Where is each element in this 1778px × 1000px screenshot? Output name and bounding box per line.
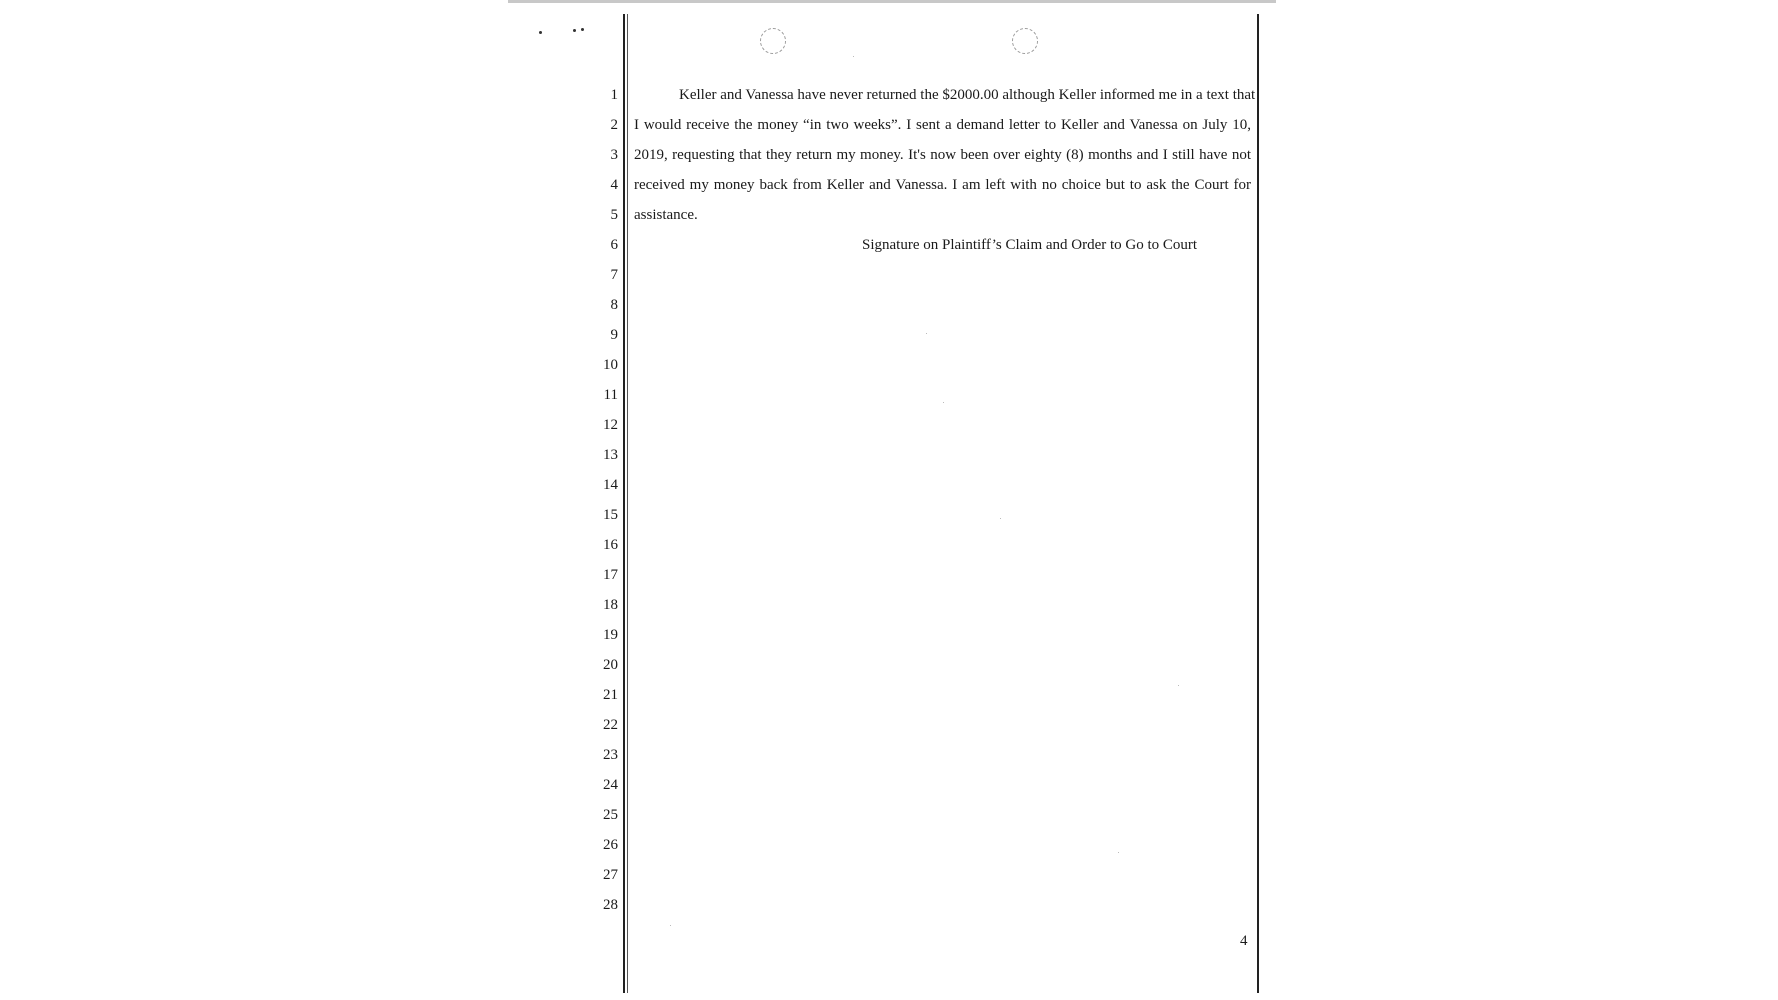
- line-number: 13: [603, 447, 618, 463]
- scan-dust: [1118, 852, 1119, 853]
- left-margin-rule: [623, 14, 625, 993]
- line-number: 17: [603, 567, 618, 583]
- line-number: 8: [610, 297, 618, 313]
- punch-hole-marker-left: [760, 28, 786, 54]
- scan-dust: [926, 333, 927, 334]
- body-line: assistance.: [634, 207, 698, 223]
- scan-dust: [1178, 685, 1179, 686]
- scan-dust: [670, 925, 671, 926]
- scan-dust: [1000, 518, 1001, 519]
- line-number: 7: [610, 267, 618, 283]
- line-number: 3: [610, 147, 618, 163]
- scan-dust: [853, 56, 854, 57]
- line-number: 2: [610, 117, 618, 133]
- line-number: 12: [603, 417, 618, 433]
- pleading-line-numbers: [590, 86, 618, 926]
- line-number: 15: [603, 507, 618, 523]
- right-margin-rule: [1257, 14, 1259, 993]
- line-number: 9: [610, 327, 618, 343]
- scan-dust: [943, 402, 944, 403]
- line-number: 18: [603, 597, 618, 613]
- line-number: 19: [603, 627, 618, 643]
- signature-caption: Signature on Plaintiff’s Claim and Order to Go to Court: [862, 237, 1198, 253]
- page-number: 4: [1240, 933, 1248, 949]
- line-number: 1: [610, 87, 618, 103]
- line-number: 5: [610, 207, 618, 223]
- scan-speck: [581, 28, 584, 31]
- line-number: 20: [603, 657, 618, 673]
- line-number: 28: [603, 897, 618, 913]
- line-number: 25: [603, 807, 618, 823]
- line-number: 22: [603, 717, 618, 733]
- line-number: 21: [603, 687, 618, 703]
- left-margin-rule-inner: [627, 14, 628, 993]
- body-line: Keller and Vanessa have never returned the $2000.00 although Keller informed me in a text that: [679, 87, 1256, 103]
- line-number: 24: [603, 777, 618, 793]
- line-number: 26: [603, 837, 618, 853]
- body-paragraph: [634, 86, 1256, 236]
- punch-hole-marker-right: [1012, 28, 1038, 54]
- line-number: 16: [603, 537, 618, 553]
- line-number: 23: [603, 747, 618, 763]
- body-line: 2019, requesting that they return my money. It's now been over eighty (8) months and I still have not: [634, 147, 1251, 163]
- scan-speck: [573, 29, 576, 32]
- line-number: 14: [603, 477, 618, 493]
- body-line: I would receive the money “in two weeks”. I sent a demand letter to Keller and Vanessa on July 10,: [634, 117, 1251, 133]
- line-number: 11: [603, 387, 618, 403]
- line-number: 27: [603, 867, 618, 883]
- line-number: 6: [610, 237, 618, 253]
- line-number: 10: [603, 357, 618, 373]
- body-line: received my money back from Keller and Vanessa. I am left with no choice but to ask the Court for: [634, 177, 1251, 193]
- scan-speck: [539, 31, 542, 34]
- line-number: 4: [610, 177, 618, 193]
- page-top-edge: [508, 0, 1276, 3]
